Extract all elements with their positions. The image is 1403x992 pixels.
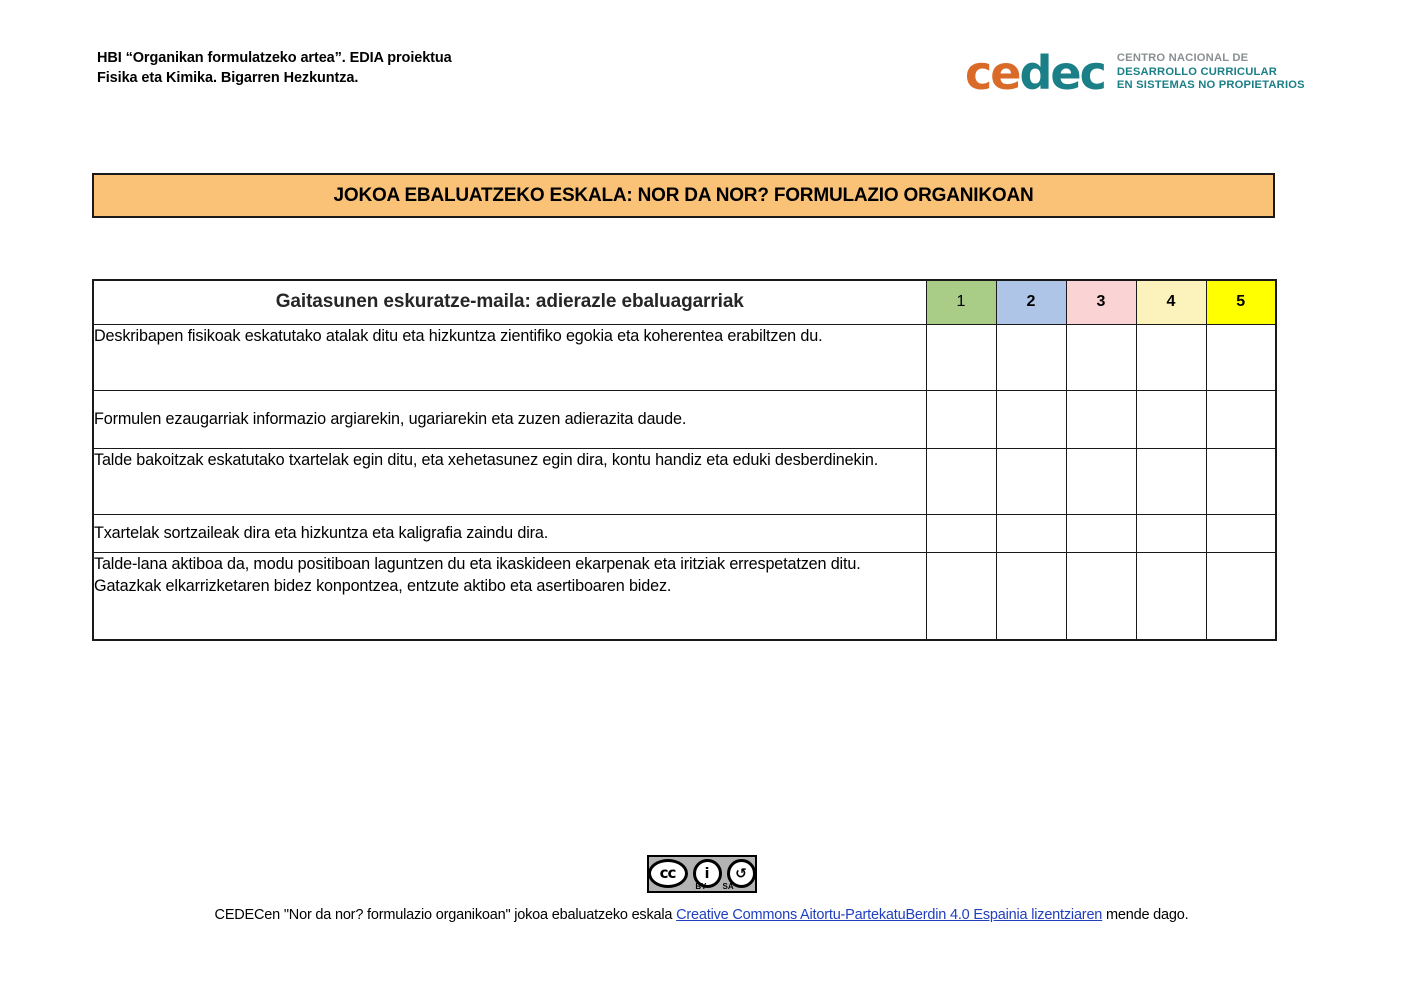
cedec-wordmark-ce: ce xyxy=(965,46,1020,100)
score-checkbox-cell-2-2[interactable] xyxy=(996,390,1066,448)
table-row xyxy=(93,390,1276,448)
score-column-header-5: 5 xyxy=(1206,280,1276,324)
title-banner xyxy=(92,173,1275,218)
score-checkbox-cell-3-1[interactable] xyxy=(926,448,996,514)
score-column-header-1: 1 xyxy=(926,280,996,324)
cc-sharealike-icon: ↺ xyxy=(727,859,756,888)
score-checkbox-cell-3-4[interactable] xyxy=(1136,448,1206,514)
creative-commons-badge-icon xyxy=(647,855,757,893)
cc-sa-label: SA xyxy=(722,882,734,891)
score-column-header-3: 3 xyxy=(1066,280,1136,324)
score-checkbox-cell-1-5[interactable] xyxy=(1206,324,1276,390)
score-checkbox-cell-3-3[interactable] xyxy=(1066,448,1136,514)
license-text-before: CEDECen "Nor da nor? formulazio organikoan" jokoa ebaluatzeko eskala xyxy=(214,907,677,923)
document-header xyxy=(0,0,1403,130)
table-row xyxy=(93,324,1276,390)
table-header-row xyxy=(93,280,1276,324)
cedec-tagline-line-2: DESARROLLO CURRICULAR xyxy=(1116,65,1278,78)
score-checkbox-cell-2-5[interactable] xyxy=(1206,390,1276,448)
score-checkbox-cell-5-2[interactable] xyxy=(996,552,1066,640)
score-checkbox-cell-1-1[interactable] xyxy=(926,324,996,390)
cc-logo-icon: cc xyxy=(648,859,688,888)
cedec-logo xyxy=(965,46,1305,100)
criterion-text-3: Talde bakoitzak eskatutako txartelak egin ditu, eta xehetasunez egin dira, kontu handiz eta eduki desberdinekin. xyxy=(93,448,926,514)
criterion-text-4: Txartelak sortzaileak dira eta hizkuntza eta kaligrafia zaindu dira. xyxy=(93,514,926,552)
score-checkbox-cell-5-1[interactable] xyxy=(926,552,996,640)
cc-by-label: BY xyxy=(695,882,707,891)
header-title-line-2: Fisika eta Kimika. Bigarren Hezkuntza. xyxy=(97,70,359,86)
cedec-tagline xyxy=(1117,52,1305,93)
score-checkbox-cell-4-2[interactable] xyxy=(996,514,1066,552)
license-link[interactable]: Creative Commons Aitortu-PartekatuBerdin 4.0 Espainia lizentziaren xyxy=(676,907,1103,923)
score-checkbox-cell-4-1[interactable] xyxy=(926,514,996,552)
document-footer xyxy=(0,855,1403,923)
evaluation-rubric-table xyxy=(92,279,1277,641)
score-column-header-4: 4 xyxy=(1136,280,1206,324)
table-row xyxy=(93,448,1276,514)
license-text-after: mende dago. xyxy=(1102,907,1189,923)
criterion-text-2: Formulen ezaugarriak informazio argiarekin, ugariarekin eta zuzen adierazita daude. xyxy=(93,390,926,448)
criteria-column-header: Gaitasunen eskuratze-maila: adierazle ebaluagarriak xyxy=(93,280,926,324)
cedec-tagline-line-1: CENTRO NACIONAL DE xyxy=(1116,52,1249,64)
score-checkbox-cell-2-1[interactable] xyxy=(926,390,996,448)
cedec-wordmark-dec: dec xyxy=(1019,46,1105,100)
score-column-header-2: 2 xyxy=(996,280,1066,324)
score-checkbox-cell-1-2[interactable] xyxy=(996,324,1066,390)
criterion-text-1: Deskribapen fisikoak eskatutako atalak ditu eta hizkuntza zientifiko egokia eta koherentea erabiltzen du. xyxy=(93,324,926,390)
score-checkbox-cell-1-3[interactable] xyxy=(1066,324,1136,390)
score-checkbox-cell-5-4[interactable] xyxy=(1136,552,1206,640)
score-checkbox-cell-5-3[interactable] xyxy=(1066,552,1136,640)
table-row xyxy=(93,552,1276,640)
score-checkbox-cell-4-5[interactable] xyxy=(1206,514,1276,552)
cedec-wordmark xyxy=(965,46,1105,100)
header-title-line-1: HBI “Organikan formulatzeko artea”. EDIA proiektua xyxy=(97,50,452,66)
criterion-text-5: Talde-lana aktiboa da, modu positiboan laguntzen du eta ikaskideen ekarpenak eta iritziak errespetatzen ditu. Gatazkak elkarrizketaren bidez konpontzea, entzute aktibo eta asertiboaren bidez. xyxy=(93,552,926,640)
score-checkbox-cell-3-2[interactable] xyxy=(996,448,1066,514)
table-row xyxy=(93,514,1276,552)
score-checkbox-cell-4-3[interactable] xyxy=(1066,514,1136,552)
score-checkbox-cell-2-3[interactable] xyxy=(1066,390,1136,448)
cc-badge-labels xyxy=(649,882,755,891)
score-checkbox-cell-4-4[interactable] xyxy=(1136,514,1206,552)
score-checkbox-cell-3-5[interactable] xyxy=(1206,448,1276,514)
header-project-title xyxy=(97,48,452,88)
cedec-tagline-line-3: EN SISTEMAS NO PROPIETARIOS xyxy=(1116,79,1305,91)
license-statement xyxy=(0,907,1403,923)
score-checkbox-cell-1-4[interactable] xyxy=(1136,324,1206,390)
score-checkbox-cell-5-5[interactable] xyxy=(1206,552,1276,640)
title-banner-text: JOKOA EBALUATZEKO ESKALA: NOR DA NOR? FORMULAZIO ORGANIKOAN xyxy=(333,184,1034,206)
cc-attribution-icon: i xyxy=(693,859,722,888)
score-checkbox-cell-2-4[interactable] xyxy=(1136,390,1206,448)
